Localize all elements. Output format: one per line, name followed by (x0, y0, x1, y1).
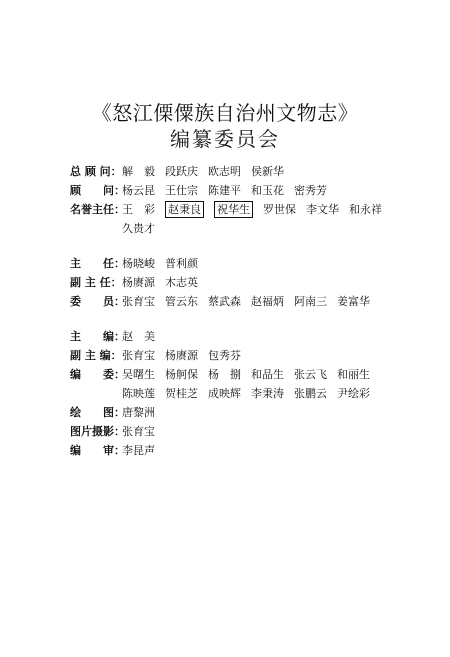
member-names (122, 441, 165, 460)
member-name: 王仕宗 (165, 184, 198, 197)
member-name: 欧志明 (208, 165, 241, 178)
member-name: 杨赓源 (165, 349, 198, 362)
member-name: 和永祥 (349, 203, 382, 216)
member-name: 张育宝 (122, 425, 155, 438)
roster-row (70, 327, 430, 346)
member-name: 杨晓峻 (122, 257, 155, 270)
member-name: 李秉涛 (251, 387, 284, 400)
member-name: 赵福炳 (251, 295, 284, 308)
roster-row (70, 441, 430, 460)
section-gap (70, 238, 430, 254)
roster-row (70, 273, 430, 292)
role-label: 委 员： (70, 295, 125, 308)
roster-row (70, 422, 430, 441)
member-names (122, 403, 165, 422)
member-names (122, 181, 337, 200)
section-gap (70, 311, 430, 327)
member-name: 蔡武森 (208, 295, 241, 308)
roster-row (70, 384, 430, 403)
member-name: 姜富华 (337, 295, 370, 308)
member-names (122, 365, 380, 384)
member-names (122, 219, 165, 238)
member-name: 张云飞 (294, 368, 327, 381)
role-label: 编 委： (70, 368, 125, 381)
member-name: 久贵才 (122, 222, 155, 235)
committee-roster (70, 162, 430, 460)
member-name: 李文华 (306, 203, 339, 216)
member-name: 和玉花 (251, 184, 284, 197)
member-name: 张鹏云 (294, 387, 327, 400)
member-names (122, 422, 165, 441)
member-name: 贺桂芝 (165, 387, 198, 400)
member-names (122, 292, 380, 311)
role-label: 总 顾 问： (70, 165, 122, 178)
roster-row (70, 365, 430, 384)
roster-row (70, 346, 430, 365)
roster-row (70, 403, 430, 422)
member-name: 和丽生 (337, 368, 370, 381)
role-label: 编 审： (70, 444, 125, 457)
role-label: 副 主 任： (70, 276, 122, 289)
member-name: 杨云昆 (122, 184, 155, 197)
member-name: 唐黎洲 (122, 406, 155, 419)
member-name: 和品生 (251, 368, 284, 381)
committee-heading: 编纂委员会 (170, 127, 280, 151)
member-names (122, 254, 208, 273)
member-name: 赵 美 (122, 330, 155, 343)
member-name: 陈映莲 (122, 387, 155, 400)
member-name: 张育宝 (122, 349, 155, 362)
member-names (122, 162, 294, 181)
roster-row (70, 219, 430, 238)
member-name: 段跃庆 (165, 165, 198, 178)
roster-row (70, 292, 430, 311)
member-name: 杨 捌 (208, 368, 241, 381)
member-name: 成映辉 (208, 387, 241, 400)
member-name: 木志英 (165, 276, 198, 289)
member-name: 解 毅 (122, 165, 155, 178)
member-name: 尹绘彩 (337, 387, 370, 400)
member-names (122, 384, 380, 403)
roster-row (70, 181, 430, 200)
roster-row (70, 254, 430, 273)
member-name: 杨赓源 (122, 276, 155, 289)
role-label: 主 任： (70, 257, 125, 270)
member-name: 包秀芬 (208, 349, 241, 362)
role-label: 绘 图： (70, 406, 125, 419)
roster-row (70, 162, 430, 181)
role-label: 名誉主任： (70, 203, 125, 216)
roster-row (70, 200, 430, 219)
member-name: 普利颜 (165, 257, 198, 270)
member-name-boxed: 祝华生 (214, 201, 253, 218)
book-title: 《怒江傈僳族自治州文物志》 (91, 101, 359, 125)
member-name: 吴曙生 (122, 368, 155, 381)
member-names (122, 327, 165, 346)
member-name: 管云东 (165, 295, 198, 308)
role-label: 主 编： (70, 330, 125, 343)
member-name: 张育宝 (122, 295, 155, 308)
role-label: 副 主 编： (70, 349, 122, 362)
member-name-boxed: 赵秉良 (165, 201, 204, 218)
member-names (122, 346, 251, 365)
member-names (122, 273, 208, 292)
member-name: 李昆声 (122, 444, 155, 457)
role-label: 图片摄影： (70, 425, 125, 438)
title-block (0, 100, 450, 152)
member-name: 侯新华 (251, 165, 284, 178)
role-label: 顾 问： (70, 184, 125, 197)
member-name: 罗世保 (263, 203, 296, 216)
member-name: 杨舸保 (165, 368, 198, 381)
member-name: 阿南三 (294, 295, 327, 308)
member-names (122, 200, 392, 219)
member-name: 王 彩 (122, 203, 155, 216)
member-name: 密秀芳 (294, 184, 327, 197)
member-name: 陈建平 (208, 184, 241, 197)
